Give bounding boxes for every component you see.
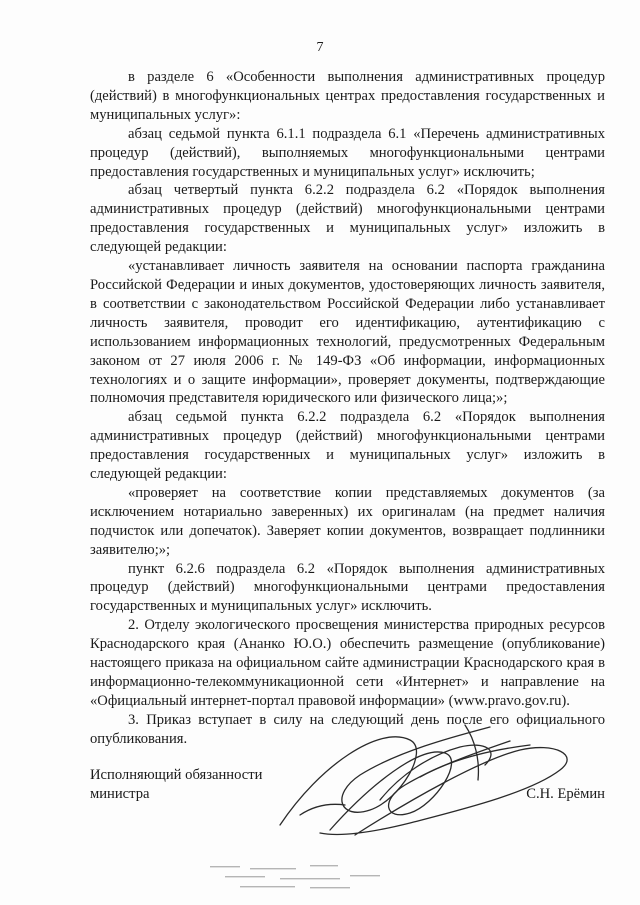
document-body bbox=[90, 68, 605, 749]
page-number: 7 bbox=[316, 40, 324, 55]
signatory-title-continued: министра bbox=[90, 785, 150, 802]
signature-block bbox=[90, 766, 605, 804]
paragraph: пункт 6.2.6 подраздела 6.2 «Порядок выполнения административных процедур (действий) многофункциональными центрами предоставления государственных и муниципальных услуг» исключить. bbox=[90, 560, 605, 615]
paragraph: 3. Приказ вступает в силу на следующий день после его официального опубликования. bbox=[90, 711, 605, 747]
paragraph: абзац седьмой пункта 6.2.2 подраздела 6.2 «Порядок выполнения административных процедур (действий) многофункциональными центрами предоставления государственных и муниципальных услуг» изложить в следующей редакции: bbox=[90, 409, 605, 483]
paragraph: «устанавливает личность заявителя на основании паспорта гражданина Российской Федерации и иных документов, удостоверяющих личность заявителя, в соответствии с законодательством Российской Федерации либо устанавливает личность заявителя, проводит его идентификацию, аутентификацию с использованием информационных технологий, предусмотренных Федеральным законом от 27 июля 2006 г. № 149-ФЗ «Об информации, информационных технологиях и о защите информации», проверяет документы, подтверждающие полномочия представителя юридического или физического лица;»; bbox=[90, 258, 605, 407]
scan-artifact bbox=[200, 862, 400, 892]
paragraph: 2. Отделу экологического просвещения министерства природных ресурсов Краснодарского края (Ананко Ю.О.) обеспечить размещение (опубликование) настоящего приказа на официальном сайте администрации Краснодарского края в информационно-телекоммуникационной сети «Интернет» и направление на «Официальный интернет-портал правовой информации» (www.pravo.gov.ru). bbox=[90, 617, 605, 709]
paragraph: «проверяет на соответствие копии представляемых документов (за исключением нотариально заверенных) их оригиналам (на предмет наличия подчисток или допечаток). Заверяет копии документов, возвращает подлинники заявителю;»; bbox=[90, 484, 605, 558]
paragraph: абзац седьмой пункта 6.1.1 подраздела 6.1 «Перечень административных процедур (действий), выполняемых многофункциональными центрами предоставления государственных и муниципальных услуг» исключить; bbox=[90, 125, 605, 180]
signatory-title: Исполняющий обязанности bbox=[90, 767, 263, 783]
paragraph: в разделе 6 «Особенности выполнения административных процедур (действий) в многофункциональных центрах предоставления государственных и муниципальных услуг»: bbox=[90, 69, 605, 123]
paragraph: абзац четвертый пункта 6.2.2 подраздела 6.2 «Порядок выполнения административных процедур (действий) многофункциональными центрами предоставления государственных и муниципальных услуг» изложить в следующей редакции: bbox=[90, 182, 605, 256]
signatory-name: С.Н. Ерёмин bbox=[526, 785, 605, 802]
